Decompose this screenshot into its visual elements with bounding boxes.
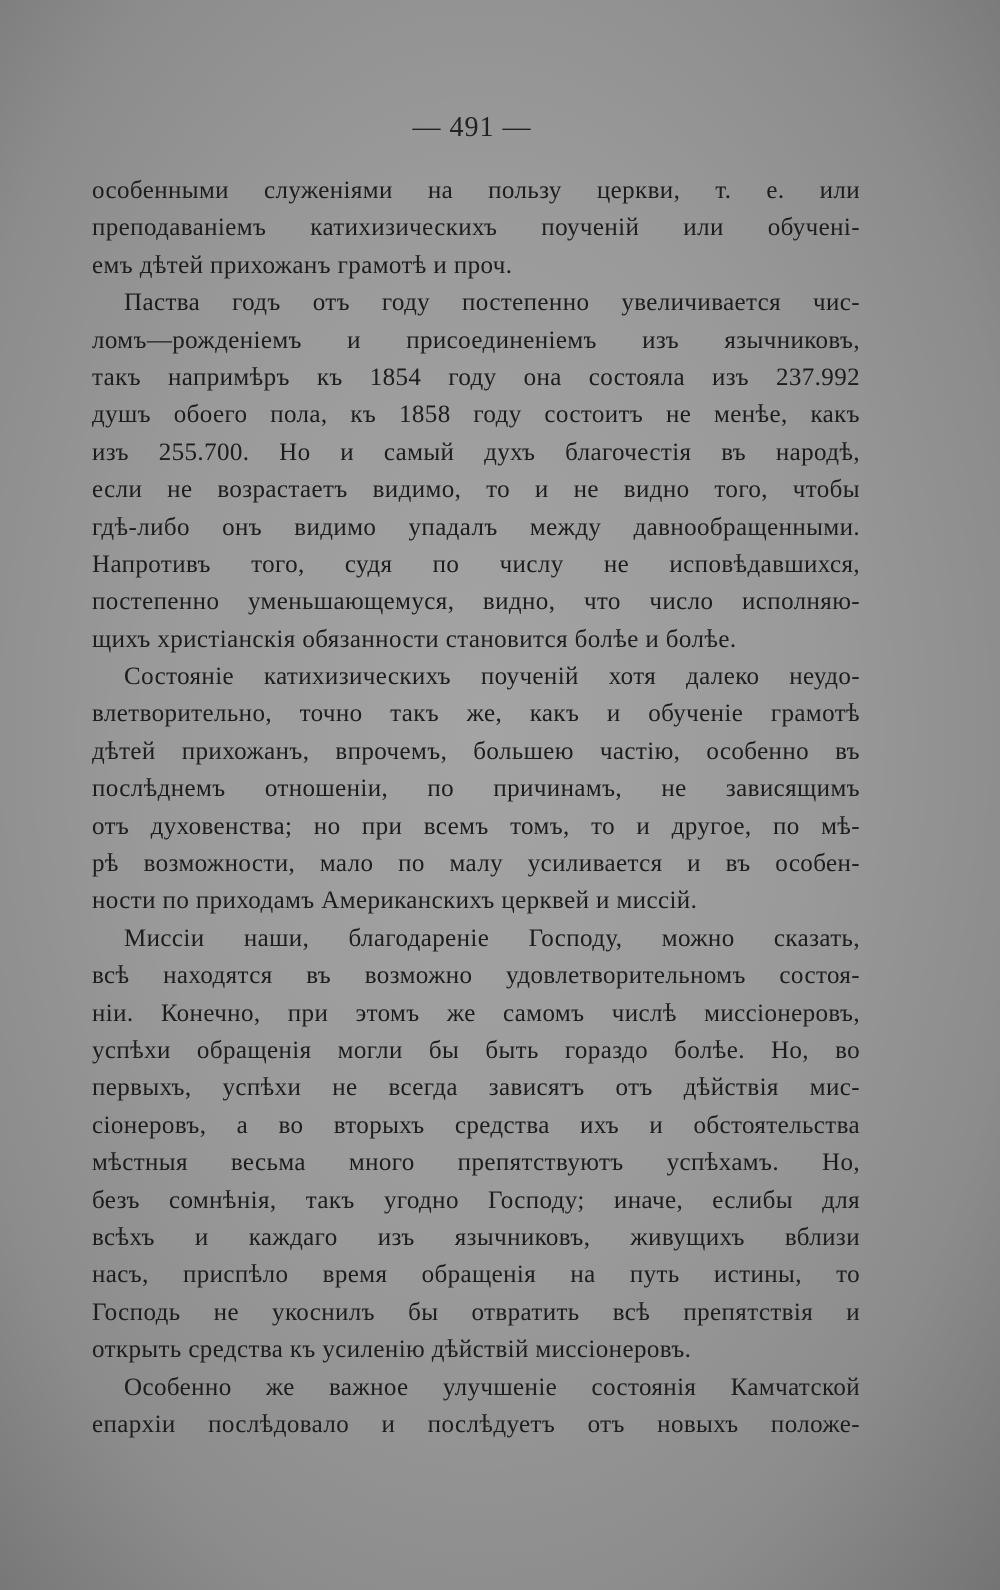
text-line: безъ сомнѣнія, такъ угодно Господу; иначе, еслибы для — [92, 1186, 860, 1214]
text-line: открыть средства къ усиленію дѣйствій миссіонеровъ. — [92, 1336, 692, 1364]
text-line: ніи. Конечно, при этомъ же самомъ числѣ миссіонеровъ, — [92, 999, 860, 1027]
paragraph — [92, 658, 860, 920]
paragraph — [92, 1369, 860, 1444]
text-line: мѣстныя весьма много препятствуютъ успѣхамъ. Но, — [92, 1149, 860, 1177]
text-line: щихъ христіанскія обязанности становится болѣе и болѣе. — [92, 625, 737, 653]
text-line: постепенно уменьшающемуся, видно, что число исполняю- — [92, 588, 860, 616]
paragraph — [92, 172, 860, 284]
text-line: всѣ находятся въ возможно удовлетворительномъ состоя- — [92, 962, 860, 990]
paragraph — [92, 284, 860, 658]
text-line: Особенно же важное улучшеніе состоянія Камчатской — [124, 1373, 860, 1401]
text-line: Напротивъ того, судя по числу не исповѣдавшихся, — [92, 550, 860, 578]
text-line: Паства годъ отъ году постепенно увеличивается чис- — [124, 289, 860, 317]
text-line: всѣхъ и каждаго изъ язычниковъ, живущихъ вблизи — [92, 1223, 860, 1251]
paragraph — [92, 920, 860, 1369]
text-line: насъ, приспѣло время обращенія на путь истины, то — [92, 1261, 860, 1289]
text-line: особенными служеніями на пользу церкви, т. е. или — [92, 177, 860, 204]
text-line: ности по приходамъ Американскихъ церквей и миссій. — [92, 887, 698, 915]
text-line: изъ 255.700. Но и самый духъ благочестія въ народѣ, — [92, 438, 860, 466]
text-line: успѣхи обращенія могли бы быть гораздо болѣе. Но, во — [92, 1036, 860, 1064]
page-body — [92, 172, 860, 1443]
text-line: Миссіи наши, благодареніе Господу, можно сказать, — [124, 924, 860, 952]
text-line: преподаваніемъ катихизическихъ поученій или обучені- — [92, 214, 860, 242]
text-line: рѣ возможности, мало по малу усиливается и въ особен- — [92, 850, 860, 878]
text-line: сіонеровъ, а во вторыхъ средства ихъ и обстоятельства — [92, 1111, 860, 1139]
text-line: если не возрастаетъ видимо, то и не видно того, чтобы — [92, 476, 860, 504]
page-number: — 491 — — [412, 112, 532, 143]
text-line: гдѣ-либо онъ видимо упадалъ между давнообращенными. — [92, 513, 860, 541]
text-line: ломъ—рожденіемъ и присоединеніемъ изъ язычниковъ, — [92, 326, 860, 354]
text-line: послѣднемъ отношеніи, по причинамъ, не зависящимъ — [92, 775, 860, 803]
text-line: первыхъ, успѣхи не всегда зависятъ отъ дѣйствія мис- — [92, 1074, 860, 1102]
text-line: отъ духовенства; но при всемъ томъ, то и другое, по мѣ- — [92, 812, 860, 840]
text-line: Господь не укоснилъ бы отвратить всѣ препятствія и — [92, 1298, 860, 1326]
text-line: Состояніе катихизическихъ поученій хотя далеко неудо- — [124, 663, 860, 691]
text-line: емъ дѣтей прихожанъ грамотѣ и проч. — [92, 251, 513, 279]
text-line: душъ обоего пола, къ 1858 году состоитъ не менѣе, какъ — [92, 401, 860, 429]
text-line: епархіи послѣдовало и послѣдуетъ отъ новыхъ положе- — [92, 1410, 860, 1438]
text-line: влетворительно, точно такъ же, какъ и обученіе грамотѣ — [92, 700, 860, 728]
text-line: такъ напримѣръ къ 1854 году она состояла изъ 237.992 — [92, 363, 860, 391]
text-line: дѣтей прихожанъ, впрочемъ, большею частію, особенно въ — [92, 737, 860, 765]
